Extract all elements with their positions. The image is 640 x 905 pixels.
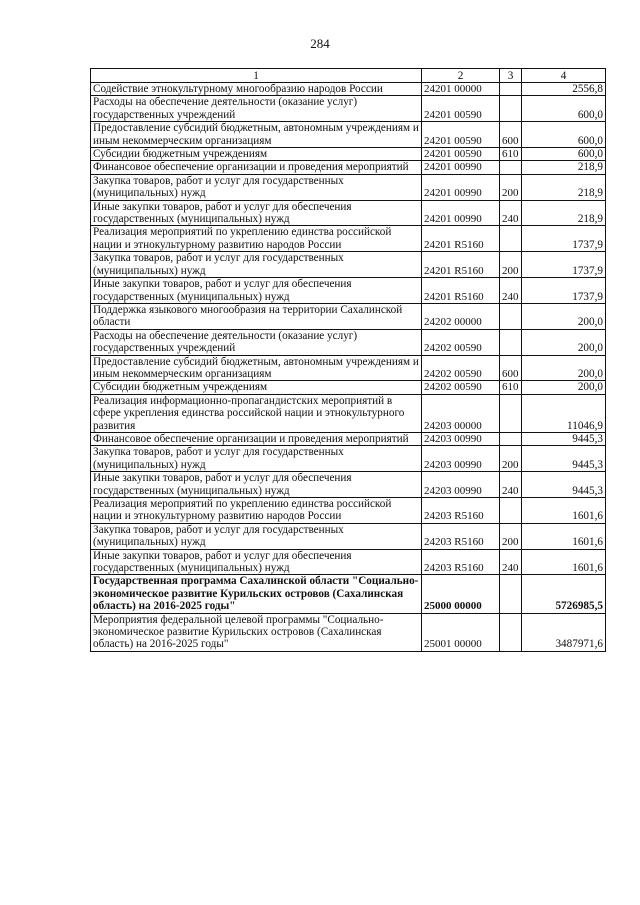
- row-name-cell: Содействие этнокультурному многообразию народов России: [91, 83, 422, 96]
- row-code-cell: 24203 00000: [422, 394, 500, 432]
- row-name-cell: Расходы на обеспечение деятельности (оказание услуг) государственных учреждений: [91, 96, 422, 122]
- table-row: [91, 381, 606, 394]
- row-code-cell: 24203 R5160: [422, 498, 500, 524]
- row-code-cell: 24203 00990: [422, 472, 500, 498]
- row-code-cell: 24203 R5160: [422, 549, 500, 575]
- row-type-cell: [500, 394, 522, 432]
- table-row: [91, 161, 606, 174]
- row-code-cell: 24201 00000: [422, 83, 500, 96]
- row-name-cell: Реализация мероприятий по укреплению единства российской нации и этнокультурному развитию народов России: [91, 498, 422, 524]
- header-col-3: 3: [500, 69, 522, 83]
- row-type-cell: [500, 83, 522, 96]
- table-row: [91, 432, 606, 445]
- row-sum-cell: 2556,8: [522, 83, 606, 96]
- row-name-cell: Иные закупки товаров, работ и услуг для обеспечения государственных (муниципальных) нужд: [91, 200, 422, 226]
- row-type-cell: [500, 303, 522, 329]
- row-sum-cell: 1601,6: [522, 549, 606, 575]
- row-name-cell: Закупка товаров, работ и услуг для государственных (муниципальных) нужд: [91, 252, 422, 278]
- row-code-cell: 24201 00990: [422, 161, 500, 174]
- row-type-cell: [500, 161, 522, 174]
- row-code-cell: 24202 00590: [422, 381, 500, 394]
- table-row: [91, 329, 606, 355]
- row-code-cell: 24201 00990: [422, 200, 500, 226]
- table-row: [91, 472, 606, 498]
- row-sum-cell: 218,9: [522, 174, 606, 200]
- row-name-cell: Мероприятия федеральной целевой программы "Социально-экономическое развитие Курильских островов (Сахалинская область) на 2016-2025 годы": [91, 613, 422, 651]
- table-row: [91, 575, 606, 613]
- row-name-cell: Иные закупки товаров, работ и услуг для обеспечения государственных (муниципальных) нужд: [91, 549, 422, 575]
- table-row: [91, 498, 606, 524]
- table-row: [91, 174, 606, 200]
- row-code-cell: 24201 R5160: [422, 278, 500, 304]
- table-row: [91, 355, 606, 381]
- row-sum-cell: 9445,3: [522, 472, 606, 498]
- row-code-cell: 24201 00590: [422, 148, 500, 161]
- table-row: [91, 613, 606, 651]
- header-col-4: 4: [522, 69, 606, 83]
- budget-table: [90, 68, 606, 652]
- row-sum-cell: 200,0: [522, 329, 606, 355]
- row-sum-cell: 1737,9: [522, 278, 606, 304]
- row-code-cell: 24201 00990: [422, 174, 500, 200]
- table-header-row: [91, 69, 606, 83]
- table-row: [91, 148, 606, 161]
- row-code-cell: 24201 R5160: [422, 252, 500, 278]
- row-type-cell: 610: [500, 381, 522, 394]
- row-type-cell: [500, 432, 522, 445]
- row-name-cell: Предоставление субсидий бюджетным, автономным учреждениям и иным некоммерческим организациям: [91, 355, 422, 381]
- row-code-cell: 24202 00000: [422, 303, 500, 329]
- row-sum-cell: 11046,9: [522, 394, 606, 432]
- row-sum-cell: 600,0: [522, 122, 606, 148]
- table-row: [91, 523, 606, 549]
- row-type-cell: [500, 575, 522, 613]
- table-row: [91, 122, 606, 148]
- row-code-cell: 24201 00590: [422, 96, 500, 122]
- row-sum-cell: 9445,3: [522, 432, 606, 445]
- table-row: [91, 200, 606, 226]
- header-col-2: 2: [422, 69, 500, 83]
- row-sum-cell: 1601,6: [522, 523, 606, 549]
- row-name-cell: Иные закупки товаров, работ и услуг для обеспечения государственных (муниципальных) нужд: [91, 278, 422, 304]
- row-type-cell: 200: [500, 174, 522, 200]
- row-sum-cell: 1601,6: [522, 498, 606, 524]
- table-row: [91, 96, 606, 122]
- row-type-cell: 240: [500, 472, 522, 498]
- row-name-cell: Закупка товаров, работ и услуг для государственных (муниципальных) нужд: [91, 523, 422, 549]
- row-sum-cell: 200,0: [522, 355, 606, 381]
- row-type-cell: 240: [500, 278, 522, 304]
- row-sum-cell: 1737,9: [522, 252, 606, 278]
- row-sum-cell: 600,0: [522, 148, 606, 161]
- row-name-cell: Государственная программа Сахалинской области "Социально-экономическое развитие Курильских островов (Сахалинская область) на 2016-2025 годы": [91, 575, 422, 613]
- row-code-cell: 25001 00000: [422, 613, 500, 651]
- table-row: [91, 226, 606, 252]
- row-type-cell: 240: [500, 549, 522, 575]
- row-name-cell: Реализация мероприятий по укреплению единства российской нации и этнокультурному развитию народов России: [91, 226, 422, 252]
- row-type-cell: [500, 226, 522, 252]
- row-code-cell: 25000 00000: [422, 575, 500, 613]
- row-name-cell: Финансовое обеспечение организации и проведения мероприятий: [91, 161, 422, 174]
- row-sum-cell: 9445,3: [522, 446, 606, 472]
- row-type-cell: 240: [500, 200, 522, 226]
- row-type-cell: [500, 329, 522, 355]
- row-sum-cell: 200,0: [522, 303, 606, 329]
- row-name-cell: Поддержка языкового многообразия на территории Сахалинской области: [91, 303, 422, 329]
- row-type-cell: 200: [500, 446, 522, 472]
- row-name-cell: Финансовое обеспечение организации и проведения мероприятий: [91, 432, 422, 445]
- row-code-cell: 24201 R5160: [422, 226, 500, 252]
- row-type-cell: 200: [500, 523, 522, 549]
- row-name-cell: Предоставление субсидий бюджетным, автономным учреждениям и иным некоммерческим организациям: [91, 122, 422, 148]
- table-row: [91, 549, 606, 575]
- row-sum-cell: 200,0: [522, 381, 606, 394]
- row-code-cell: 24203 00990: [422, 446, 500, 472]
- row-name-cell: Субсидии бюджетным учреждениям: [91, 381, 422, 394]
- row-type-cell: 600: [500, 355, 522, 381]
- row-sum-cell: 5726985,5: [522, 575, 606, 613]
- table-body: [91, 83, 606, 652]
- row-code-cell: 24201 00590: [422, 122, 500, 148]
- row-sum-cell: 3487971,6: [522, 613, 606, 651]
- row-code-cell: 24203 R5160: [422, 523, 500, 549]
- row-type-cell: [500, 96, 522, 122]
- table-row: [91, 278, 606, 304]
- row-code-cell: 24202 00590: [422, 355, 500, 381]
- row-code-cell: 24202 00590: [422, 329, 500, 355]
- row-code-cell: 24203 00990: [422, 432, 500, 445]
- row-type-cell: 600: [500, 122, 522, 148]
- page-number: 284: [310, 36, 330, 51]
- row-sum-cell: 218,9: [522, 161, 606, 174]
- table-row: [91, 83, 606, 96]
- row-name-cell: Закупка товаров, работ и услуг для государственных (муниципальных) нужд: [91, 174, 422, 200]
- table-row: [91, 394, 606, 432]
- row-type-cell: 610: [500, 148, 522, 161]
- row-name-cell: Закупка товаров, работ и услуг для государственных (муниципальных) нужд: [91, 446, 422, 472]
- table-row: [91, 303, 606, 329]
- header-col-1: 1: [91, 69, 422, 83]
- row-sum-cell: 600,0: [522, 96, 606, 122]
- table-row: [91, 446, 606, 472]
- table-row: [91, 252, 606, 278]
- row-type-cell: [500, 613, 522, 651]
- row-sum-cell: 1737,9: [522, 226, 606, 252]
- row-name-cell: Субсидии бюджетным учреждениям: [91, 148, 422, 161]
- row-sum-cell: 218,9: [522, 200, 606, 226]
- row-name-cell: Расходы на обеспечение деятельности (оказание услуг) государственных учреждений: [91, 329, 422, 355]
- row-name-cell: Иные закупки товаров, работ и услуг для обеспечения государственных (муниципальных) нужд: [91, 472, 422, 498]
- row-type-cell: 200: [500, 252, 522, 278]
- row-type-cell: [500, 498, 522, 524]
- row-name-cell: Реализация информационно-пропагандистских мероприятий в сфере укрепления единства российской нации и этнокультурного развития: [91, 394, 422, 432]
